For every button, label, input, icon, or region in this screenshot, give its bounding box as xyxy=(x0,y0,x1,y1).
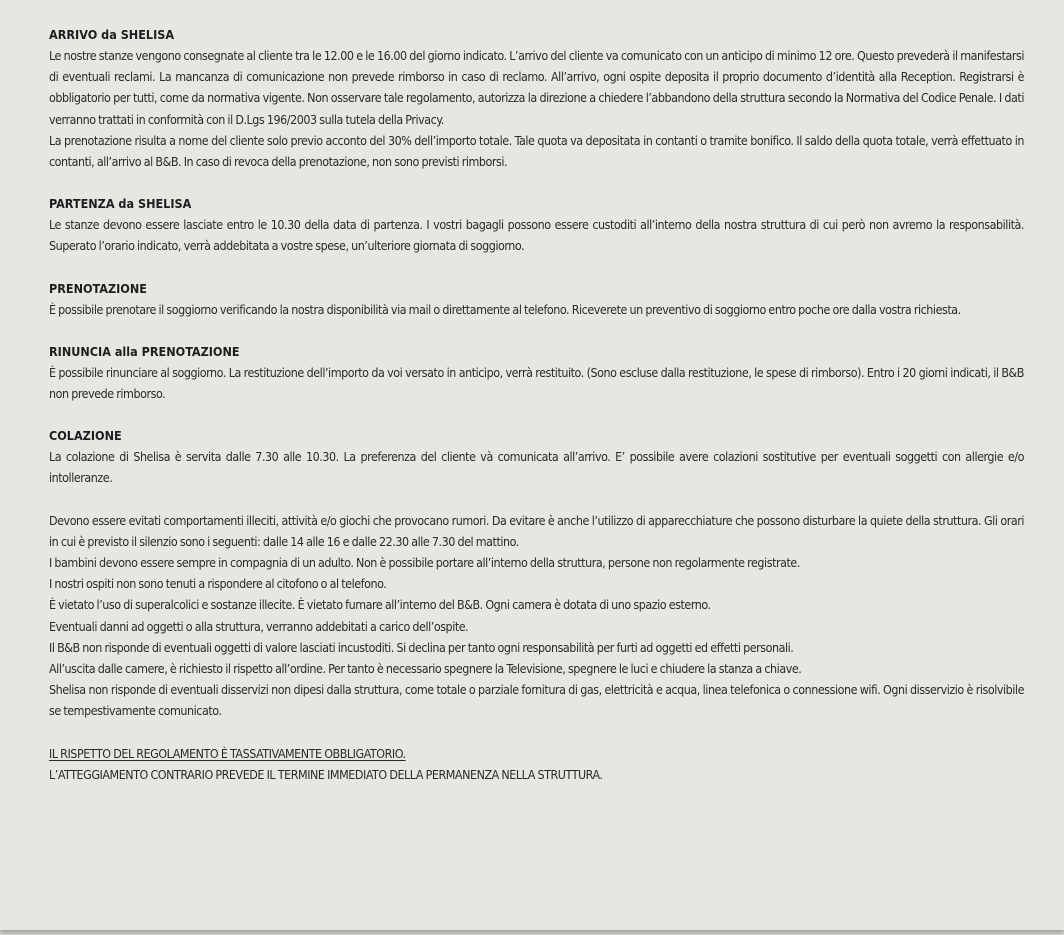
rule-item: Eventuali danni ad oggetti o alla struttura, verranno addebitati a carico dell’ospite. xyxy=(49,618,469,634)
rule-item: Shelisa non risponde di eventuali disservizi non dipesi dalla struttura, come totale o parziale fornitura di gas, elettricità e acqua, linea telefonica o connessione wifi. Ogni disservizio è risolvibile se tempestivamente comunicato. xyxy=(49,682,1024,719)
section-heading: PARTENZA da SHELISA xyxy=(49,196,192,212)
section-booking xyxy=(49,278,1024,320)
section-paragraph: Le nostre stanze vengono consegnate al cliente tra le 12.00 e le 16.00 del giorno indicato. L’arrivo del cliente va comunicato con un anticipo di minimo 12 ore. Questo prevederà il manifestarsi di eventuali reclami. La mancanza di comunicazione non prevede rimborso in caso di reclamo. All’arrivo, ogni ospite deposita il proprio documento d’identità alla Reception. Registrarsi è obbligatorio per tutti, come da normativa vigente. Non osservare tale regolamento, autorizza la direzione a chiedere l’abbandono della struttura secondo la Normativa del Codice Penale. I dati verranno trattati in conformità con il D.Lgs 196/2003 sulla tutela della Privacy. xyxy=(49,48,1024,127)
section-paragraph: È possibile prenotare il soggiorno verificando la nostra disponibilità via mail o direttamente al telefono. Riceverete un preventivo di soggiorno entro poche ore dalla vostra richiesta. xyxy=(49,301,961,317)
spacer xyxy=(49,320,1024,341)
section-paragraph: La prenotazione risulta a nome del cliente solo previo acconto del 30% dell’importo totale. Tale quota va depositata in contanti o tramite bonifico. Il saldo della quota totale, verrà effettuato in contanti, all’arrivo al B&B. In caso di revoca della prenotazione, non sono previsti rimborsi. xyxy=(49,132,1024,170)
spacer xyxy=(49,257,1024,278)
rule-item: È vietato l’uso di superalcolici e sostanze illecite. È vietato fumare all’interno del B&B. Ogni camera è dotata di uno spazio esterno. xyxy=(49,597,711,613)
rule-item: I nostri ospiti non sono tenuti a rispondere al citofono o al telefono. xyxy=(49,576,387,592)
footer-obligation-notice: IL RISPETTO DEL REGOLAMENTO È TASSATIVAMENTE OBBLIGATORIO. xyxy=(49,745,406,761)
section-arrival xyxy=(49,24,1024,172)
section-paragraph: La colazione di Shelisa è servita dalle 7.30 alle 10.30. La preferenza del cliente và comunicata all’arrivo. E’ possibile avere colazioni sostitutive per eventuali soggetti con allergie e/o intolleranze. xyxy=(49,449,1024,486)
spacer xyxy=(49,172,1024,193)
rules-list xyxy=(49,510,1024,722)
section-heading: COLAZIONE xyxy=(49,428,122,444)
spacer xyxy=(49,489,1024,510)
footer-notice xyxy=(49,743,1024,785)
section-paragraph: Le stanze devono essere lasciate entro le 10.30 della data di partenza. I vostri bagagli possono essere custoditi all’interno della nostra struttura di cui però non avremo la responsabilità. Superato l’orario indicato, verrà addebitata a vostre spese, un’ulteriore giornata di soggiorno. xyxy=(49,217,1024,254)
spacer xyxy=(49,404,1024,425)
rule-item: All’uscita dalle camere, è richiesto il rispetto all’ordine. Per tanto è necessario spegnere la Televisione, spegnere le luci e chiudere la stanza a chiave. xyxy=(49,661,802,677)
section-cancellation xyxy=(49,341,1024,404)
rule-item: Devono essere evitati comportamenti illeciti, attività e/o giochi che provocano rumori. Da evitare è anche l’utilizzo di apparecchiature che possono disturbare la quiete della struttura. Gli orari in cui è previsto il silenzio sono i seguenti: dalle 14 alle 16 e dalle 22.30 alle 7.30 del mattino. xyxy=(49,512,1024,549)
spacer xyxy=(49,722,1024,743)
rule-item: Il B&B non risponde di eventuali oggetti di valore lasciati incustoditi. Si declina per tanto ogni responsabilità per furti ad oggetti ed effetti personali. xyxy=(49,639,794,655)
footer-consequence-notice: L’ATTEGGIAMENTO CONTRARIO PREVEDE IL TERMINE IMMEDIATO DELLA PERMANENZA NELLA STRUTTURA. xyxy=(49,766,603,782)
section-paragraph: È possibile rinunciare al soggiorno. La restituzione dell’importo da voi versato in anticipo, verrà restituito. (Sono escluse dalla restituzione, le spese di rimborso). Entro i 20 giorni indicati, il B&B non prevede rimborso. xyxy=(49,364,1024,402)
section-heading: ARRIVO da SHELISA xyxy=(49,27,175,42)
section-departure xyxy=(49,193,1024,256)
section-breakfast xyxy=(49,425,1024,488)
section-heading: RINUNCIA alla PRENOTAZIONE xyxy=(49,343,240,359)
section-heading: PRENOTAZIONE xyxy=(49,280,147,296)
rule-item: I bambini devono essere sempre in compagnia di un adulto. Non è possibile portare all’interno della struttura, persone non regolarmente registrate. xyxy=(49,555,800,571)
